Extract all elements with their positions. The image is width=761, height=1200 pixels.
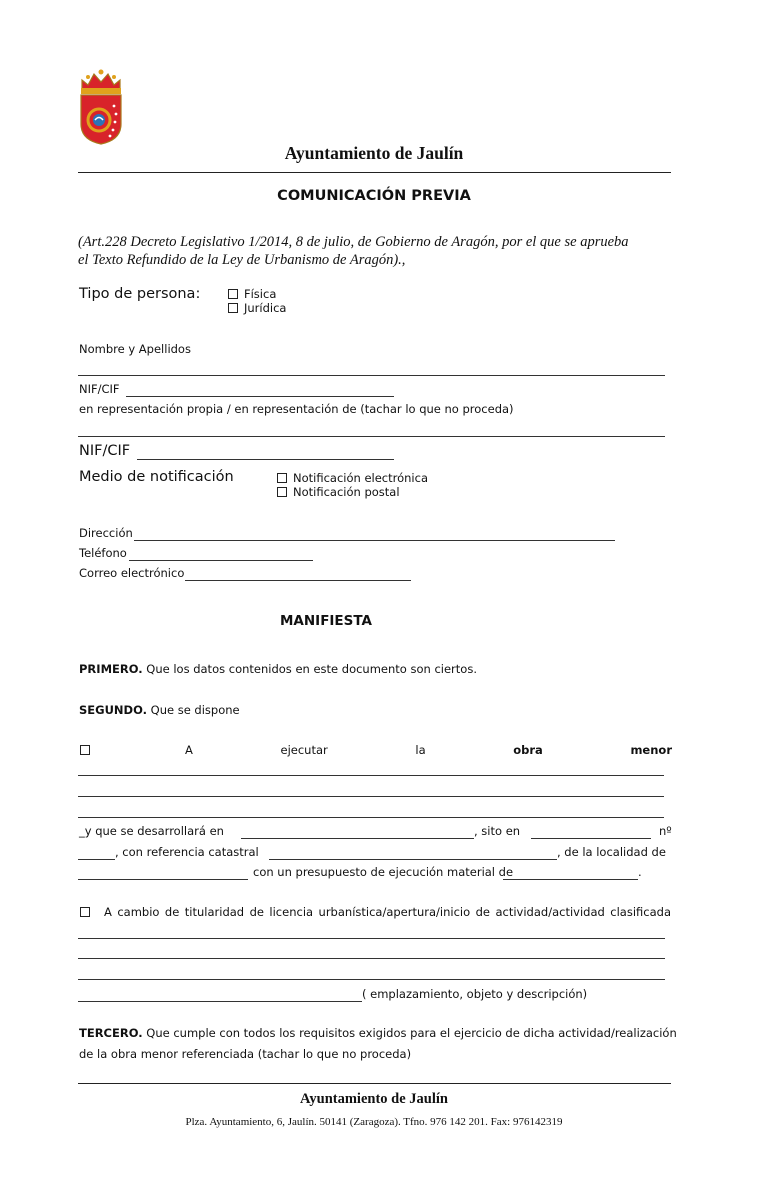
tercero-heading: TERCERO. (79, 1026, 143, 1040)
obra-word-ejecutar: ejecutar (280, 743, 328, 757)
cambio-description-line-3[interactable] (78, 979, 665, 980)
obra-description-line-1[interactable] (78, 775, 664, 776)
nombre-label: Nombre y Apellidos (79, 342, 191, 356)
footer-address: Plza. Ayuntamiento, 6, Jaulín. 50141 (Zaragoza). Tfno. 976 142 201. Fax: 976142319 (185, 1116, 563, 1128)
telefono-field[interactable] (129, 560, 313, 561)
notificacion-electronica-label: Notificación electrónica (293, 471, 428, 485)
presupuesto-field[interactable] (503, 879, 638, 880)
notificacion-electronica-checkbox[interactable] (277, 473, 287, 483)
persona-label: Tipo de persona: (79, 286, 201, 302)
footer-divider (78, 1083, 671, 1084)
obra-description-line-3[interactable] (78, 817, 664, 818)
obra-word-la: la (415, 743, 426, 757)
cambio-titularidad-text: A cambio de titularidad de licencia urbanística/apertura/inicio de actividad/actividad clasificada (104, 905, 671, 919)
desarrollo-text-2: , sito en (474, 824, 521, 838)
telefono-label: Teléfono (79, 546, 127, 560)
cambio-description-line-2[interactable] (78, 958, 665, 959)
segundo-paragraph (79, 703, 240, 717)
obra-word-menor: menor (630, 743, 672, 757)
medio-label: Medio de notificación (79, 469, 234, 485)
legal-reference-line-1: (Art.228 Decreto Legislativo 1/2014, 8 de julio, de Gobierno de Aragón, por el que se aprueba (78, 234, 629, 250)
direccion-label: Dirección (79, 526, 133, 540)
representacion-text: en representación propia / en representación de (tachar lo que no proceda) (79, 402, 514, 416)
obra-description-line-2[interactable] (78, 796, 664, 797)
correo-field[interactable] (185, 580, 411, 581)
legal-reference-line-2: el Texto Refundido de la Ley de Urbanismo de Aragón)., (78, 252, 406, 268)
nif1-label: NIF/CIF (79, 382, 120, 396)
direccion-field[interactable] (134, 540, 615, 541)
desarrollo-text-3: nº (659, 824, 672, 838)
cambio-titularidad-checkbox[interactable] (80, 907, 90, 917)
nif1-field[interactable] (126, 396, 394, 397)
nif2-field[interactable] (137, 459, 394, 460)
tercero-text-2: de la obra menor referenciada (tachar lo que no proceda) (79, 1047, 412, 1061)
notificacion-postal-label: Notificación postal (293, 485, 400, 499)
desarrollo-text-6: con un presupuesto de ejecución material de (253, 865, 514, 879)
nombre-field[interactable] (78, 375, 665, 376)
localidad-field[interactable] (78, 879, 248, 880)
fisica-checkbox[interactable] (228, 289, 238, 299)
coat-of-arms-icon (76, 64, 126, 146)
segundo-text: Que se dispone (146, 703, 240, 717)
desarrollo-text-1: _y que se desarrollará en (79, 824, 224, 838)
desarrollo-text-5: , de la localidad de (557, 845, 666, 859)
notificacion-postal-checkbox[interactable] (277, 487, 287, 497)
segundo-heading: SEGUNDO. (79, 703, 147, 717)
desarrollo-lugar-field[interactable] (241, 838, 474, 839)
emplazamiento-note: ( emplazamiento, objeto y descripción) (362, 987, 588, 1001)
representacion-field[interactable] (78, 436, 665, 437)
cambio-description-line-1[interactable] (78, 938, 665, 939)
page-title: Ayuntamiento de Jaulín (284, 143, 464, 163)
desarrollo-numero-field[interactable] (78, 859, 115, 860)
primero-text: Que los datos contenidos en este documento son ciertos. (142, 662, 477, 676)
tercero-text-1: Que cumple con todos los requisitos exigidos para el ejercicio de dicha actividad/realización (142, 1026, 677, 1040)
obra-word-obra: obra (513, 743, 543, 757)
desarrollo-sito-field[interactable] (531, 838, 651, 839)
tercero-paragraph-line-1 (79, 1026, 677, 1040)
cambio-description-line-4[interactable] (78, 1001, 362, 1002)
desarrollo-text-7: . (638, 865, 642, 879)
obra-menor-checkbox[interactable] (80, 745, 90, 755)
juridica-label: Jurídica (244, 301, 287, 315)
primero-paragraph (79, 662, 477, 676)
juridica-checkbox[interactable] (228, 303, 238, 313)
primero-heading: PRIMERO. (79, 662, 143, 676)
header-divider (78, 172, 671, 173)
obra-menor-row (185, 743, 672, 757)
correo-label: Correo electrónico (79, 566, 185, 580)
document-title: COMUNICACIÓN PREVIA (277, 188, 471, 204)
desarrollo-text-4: , con referencia catastral (115, 845, 259, 859)
fisica-label: Física (244, 287, 277, 301)
footer-title: Ayuntamiento de Jaulín (300, 1091, 448, 1107)
obra-word-a: A (185, 743, 193, 757)
manifiesta-title: MANIFIESTA (279, 613, 372, 629)
referencia-catastral-field[interactable] (269, 859, 557, 860)
nif2-label: NIF/CIF (79, 443, 131, 459)
